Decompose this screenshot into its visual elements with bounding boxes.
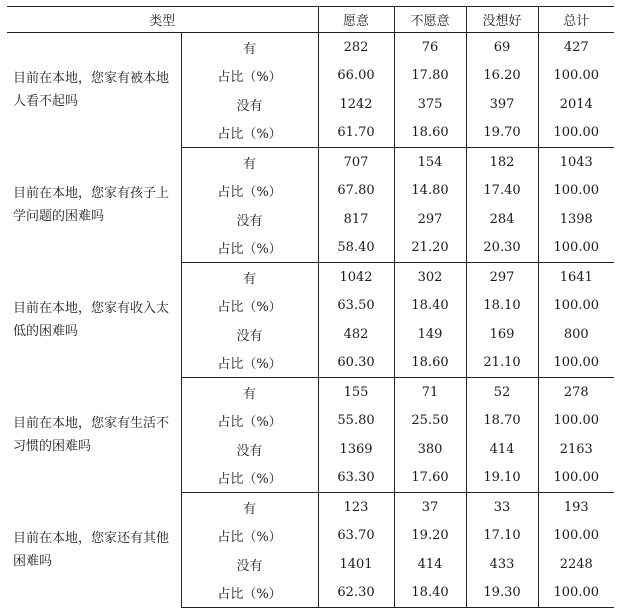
unwilling-value: 17.80 [394, 62, 466, 91]
total-value: 100.00 [538, 464, 614, 493]
header-type: 类型 [7, 7, 318, 33]
row-label: 有 [243, 41, 257, 57]
unwilling-value: 380 [394, 435, 466, 464]
row-label: 没有 [236, 213, 263, 229]
willing-value: 58.40 [318, 234, 394, 263]
unwilling-value: 414 [394, 550, 466, 579]
row-label: 占比（%） [181, 579, 318, 608]
total-value: 100.00 [538, 119, 614, 148]
total-value: 100.00 [538, 234, 614, 263]
total-value: 1641 [538, 263, 614, 292]
undecided-value: 19.30 [466, 579, 538, 608]
question-cell: 目前在本地，您家有被本地人看不起吗 [7, 33, 181, 148]
unwilling-value: 375 [394, 90, 466, 119]
undecided-value: 18.70 [466, 407, 538, 436]
total-value: 427 [538, 33, 614, 62]
undecided-value: 297 [466, 263, 538, 292]
total-value: 100.00 [538, 292, 614, 321]
willing-value: 817 [318, 205, 394, 234]
table-row [7, 378, 614, 407]
unwilling-value: 302 [394, 263, 466, 292]
survey-table [7, 6, 614, 608]
unwilling-value: 76 [394, 33, 466, 62]
willing-value: 66.00 [318, 62, 394, 91]
willing-value: 123 [318, 493, 394, 522]
total-value: 2014 [538, 90, 614, 119]
willing-value: 61.70 [318, 119, 394, 148]
total-value: 278 [538, 378, 614, 407]
undecided-value: 17.10 [466, 522, 538, 551]
table-row [7, 148, 614, 177]
willing-value: 63.50 [318, 292, 394, 321]
undecided-value: 21.10 [466, 349, 538, 378]
row-label: 占比（%） [217, 530, 282, 546]
willing-value: 707 [318, 148, 394, 177]
willing-value: 155 [318, 378, 394, 407]
undecided-value: 182 [466, 148, 538, 177]
unwilling-value: 21.20 [394, 234, 466, 263]
willing-value: 282 [318, 33, 394, 62]
table-header [7, 7, 614, 33]
undecided-value: 16.20 [466, 62, 538, 91]
row-label: 占比（%） [181, 119, 318, 148]
row-label: 占比（%） [181, 349, 318, 378]
total-value: 100.00 [538, 177, 614, 206]
row-label: 有 [243, 271, 257, 287]
total-value: 100.00 [538, 407, 614, 436]
total-value: 1043 [538, 148, 614, 177]
undecided-value: 52 [466, 378, 538, 407]
table-body [7, 33, 614, 608]
undecided-value: 20.30 [466, 234, 538, 263]
unwilling-value: 154 [394, 148, 466, 177]
question-cell: 目前在本地，您家有生活不习惯的困难吗 [7, 378, 181, 493]
undecided-value: 69 [466, 33, 538, 62]
unwilling-value: 25.50 [394, 407, 466, 436]
willing-value: 63.30 [318, 464, 394, 493]
row-label: 占比（%） [217, 300, 282, 316]
undecided-value: 414 [466, 435, 538, 464]
row-label: 占比（%） [181, 464, 318, 493]
willing-value: 482 [318, 320, 394, 349]
willing-value: 1042 [318, 263, 394, 292]
unwilling-value: 17.60 [394, 464, 466, 493]
table-row [7, 263, 614, 292]
undecided-value: 397 [466, 90, 538, 119]
row-label: 占比（%） [217, 415, 282, 431]
undecided-value: 19.70 [466, 119, 538, 148]
willing-value: 60.30 [318, 349, 394, 378]
question-cell: 目前在本地，您家有收入太低的困难吗 [7, 263, 181, 378]
undecided-value: 18.10 [466, 292, 538, 321]
undecided-value: 284 [466, 205, 538, 234]
question-cell: 目前在本地，您家有孩子上学问题的困难吗 [7, 148, 181, 263]
willing-value: 62.30 [318, 579, 394, 608]
unwilling-value: 14.80 [394, 177, 466, 206]
row-label: 占比（%） [217, 185, 282, 201]
table-row [7, 493, 614, 522]
table-container [7, 6, 614, 608]
willing-value: 55.80 [318, 407, 394, 436]
row-label: 有 [243, 501, 257, 517]
unwilling-value: 149 [394, 320, 466, 349]
willing-value: 63.70 [318, 522, 394, 551]
unwilling-value: 37 [394, 493, 466, 522]
total-value: 800 [538, 320, 614, 349]
row-label: 没有 [236, 328, 263, 344]
undecided-value: 17.40 [466, 177, 538, 206]
total-value: 2163 [538, 435, 614, 464]
unwilling-value: 71 [394, 378, 466, 407]
undecided-value: 19.10 [466, 464, 538, 493]
row-label: 占比（%） [217, 70, 282, 86]
unwilling-value: 18.60 [394, 349, 466, 378]
total-value: 100.00 [538, 522, 614, 551]
unwilling-value: 18.40 [394, 579, 466, 608]
undecided-value: 433 [466, 550, 538, 579]
total-value: 100.00 [538, 62, 614, 91]
header-total: 总计 [538, 7, 614, 33]
willing-value: 1369 [318, 435, 394, 464]
row-label: 没有 [236, 558, 263, 574]
row-label: 没有 [236, 443, 263, 459]
total-value: 1398 [538, 205, 614, 234]
header-undecided: 没想好 [466, 7, 538, 33]
row-label: 占比（%） [181, 234, 318, 263]
willing-value: 67.80 [318, 177, 394, 206]
total-value: 100.00 [538, 579, 614, 608]
question-cell: 目前在本地，您家还有其他困难吗 [7, 493, 181, 608]
total-value: 193 [538, 493, 614, 522]
undecided-value: 169 [466, 320, 538, 349]
undecided-value: 33 [466, 493, 538, 522]
total-value: 100.00 [538, 349, 614, 378]
unwilling-value: 19.20 [394, 522, 466, 551]
header-unwilling: 不愿意 [394, 7, 466, 33]
row-label: 有 [243, 156, 257, 172]
header-willing: 愿意 [318, 7, 394, 33]
willing-value: 1242 [318, 90, 394, 119]
willing-value: 1401 [318, 550, 394, 579]
row-label: 有 [243, 386, 257, 402]
table-row [7, 33, 614, 62]
header-row [7, 7, 614, 33]
unwilling-value: 18.60 [394, 119, 466, 148]
total-value: 2248 [538, 550, 614, 579]
unwilling-value: 18.40 [394, 292, 466, 321]
row-label: 没有 [236, 98, 263, 114]
unwilling-value: 297 [394, 205, 466, 234]
